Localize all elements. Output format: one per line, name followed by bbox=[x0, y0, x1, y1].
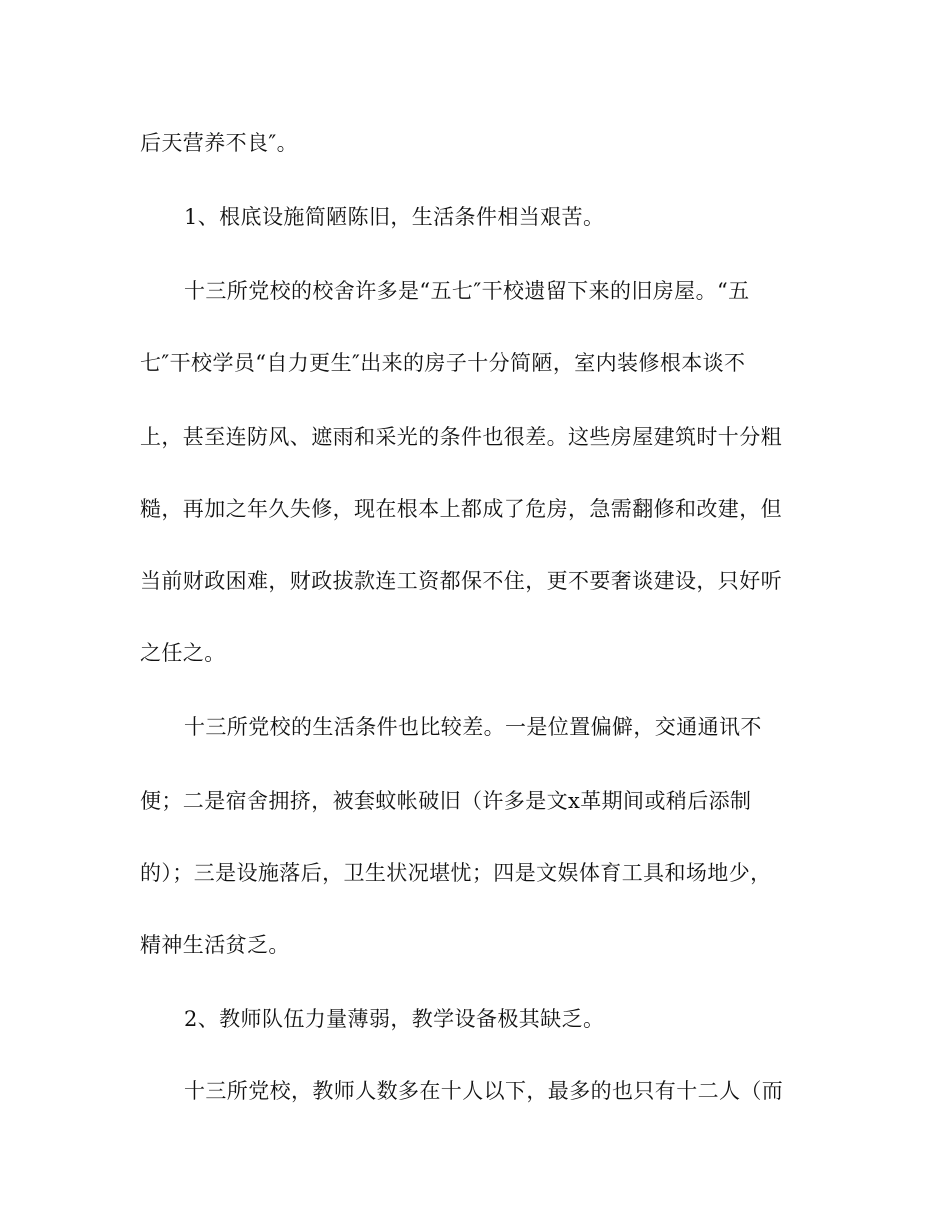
text-line: 十三所党校的生活条件也比较差。一是位置偏僻，交通通讯不 bbox=[184, 715, 762, 739]
text-line: 十三所党校的校舍许多是“五七″干校遗留下来的旧房屋。“五 bbox=[184, 279, 750, 303]
text-line: 七″干校学员“自力更生″出来的房子十分简陋，室内装修根本谈不 bbox=[140, 351, 746, 375]
text-line: 的）；三是设施落后，卫生状况堪忧；四是文娱体育工具和场地少， bbox=[140, 861, 772, 885]
section-heading: 1、根底设施简陋陈旧，生活条件相当艰苦。 bbox=[184, 205, 605, 229]
text-line: 精神生活贫乏。 bbox=[140, 933, 290, 957]
text-line: 十三所党校，教师人数多在十人以下，最多的也只有十二人（而 bbox=[184, 1079, 784, 1103]
text-line: 便；二是宿舍拥挤，被套蚊帐破旧（许多是文x革期间或稍后添制 bbox=[140, 789, 752, 813]
text-line: 当前财政困难，财政拔款连工资都保不住，更不要奢谈建设，只好听 bbox=[140, 569, 782, 593]
text-line: 糙，再加之年久失修，现在根本上都成了危房，急需翻修和改建，但 bbox=[140, 497, 782, 521]
text-line: 后天营养不良″。 bbox=[140, 131, 299, 155]
text-line: 上，甚至连防风、遮雨和采光的条件也很差。这些房屋建筑时十分粗 bbox=[140, 425, 782, 449]
section-heading: 2、教师队伍力量薄弱，教学设备极其缺乏。 bbox=[184, 1007, 605, 1031]
text-line: 之任之。 bbox=[140, 641, 226, 665]
